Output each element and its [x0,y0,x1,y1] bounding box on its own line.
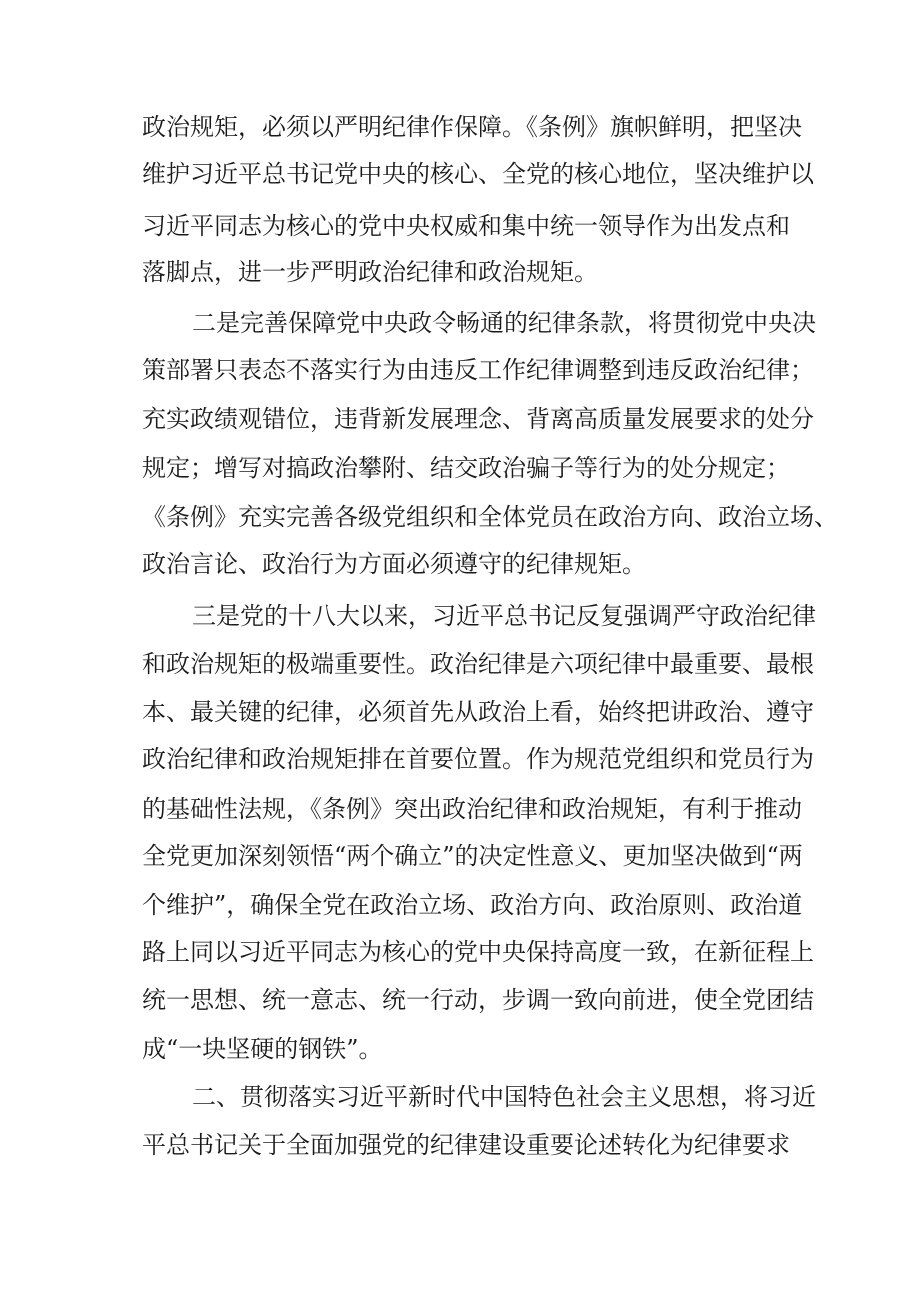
text-line: 全党更加深刻领悟“两个确立”的决定性意义、更加坚决做到“两 [142,842,803,870]
text-line: 成“一块坚硬的钢铁”。 [142,1035,383,1063]
text-line: 策部署只表态不落实行为由违反工作纪律调整到违反政治纪律； [142,356,814,384]
text-line: 和政治规矩的极端重要性。政治纪律是六项纪律中最重要、最根 [142,650,814,678]
text-line: 规定；增写对搞政治攀附、结交政治骗子等行为的处分规定； [142,454,790,482]
text-line: 维护习近平总书记党中央的核心、全党的核心地位，坚决维护以 [142,160,814,188]
text-line: 二是完善保障党中央政令畅通的纪律条款，将贯彻党中央决 [192,309,816,337]
text-line: 习近平同志为核心的党中央权威和集中统一领导作为出发点和 [142,212,790,240]
text-line: 二、贯彻落实习近平新时代中国特色社会主义思想，将习近 [192,1083,816,1111]
text-line: 平总书记关于全面加强党的纪律建设重要论述转化为纪律要求 [142,1131,790,1159]
text-line: 个维护”，确保全党在政治立场、政治方向、政治原则、政治道 [142,891,803,919]
text-line: 《条例》充实完善各级党组织和全体党员在政治方向、政治立场、 [142,503,838,531]
text-line: 本、最关键的纪律，必须首先从政治上看，始终把讲政治、遵守 [142,698,814,726]
text-line: 充实政绩观错位，违背新发展理念、背离高质量发展要求的处分 [142,405,814,433]
text-line: 路上同以习近平同志为核心的党中央保持高度一致，在新征程上 [142,938,814,966]
text-line: 政治言论、政治行为方面必须遵守的纪律规矩。 [142,550,646,578]
text-line: 落脚点，进一步严明政治纪律和政治规矩。 [142,258,598,286]
text-line: 统一思想、统一意志、统一行动，步调一致向前进，使全党团结 [142,986,814,1014]
text-line: 政治规矩，必须以严明纪律作保障。《条例》旗帜鲜明，把坚决 [142,113,802,141]
text-line: 三是党的十八大以来，习近平总书记反复强调严守政治纪律 [192,602,816,630]
text-line: 政治纪律和政治规矩排在首要位置。作为规范党组织和党员行为 [142,745,814,773]
text-line: 的基础性法规，《条例》突出政治纪律和政治规矩，有利于推动 [142,795,802,823]
